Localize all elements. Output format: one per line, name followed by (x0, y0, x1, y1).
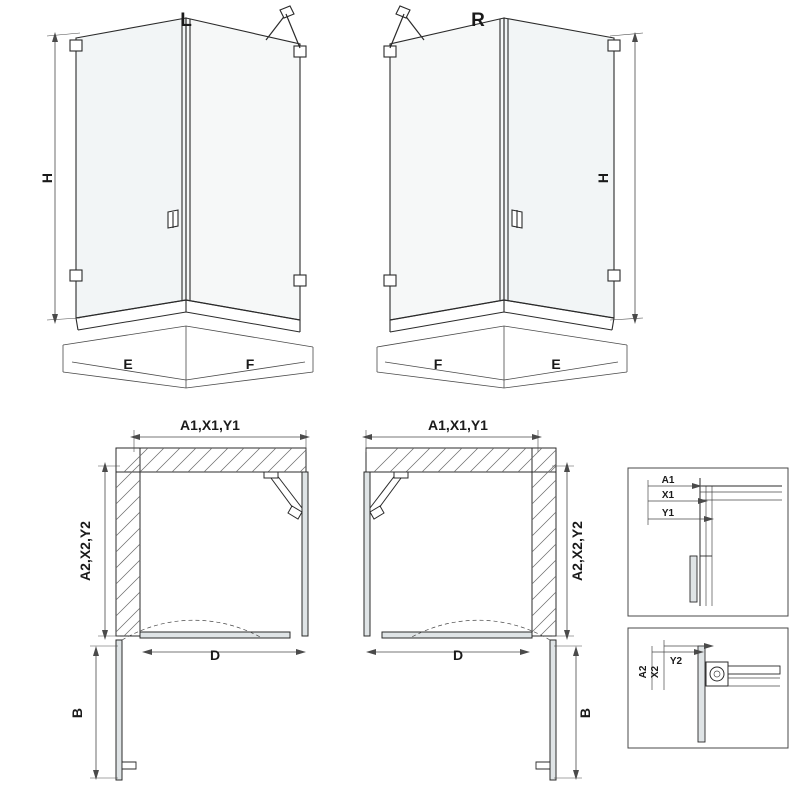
detail-top-label-x1: X1 (661, 490, 675, 501)
detail-bottom-label-a2: A2 (638, 665, 649, 679)
iso-view-right (377, 6, 643, 388)
iso-view-left (47, 6, 313, 388)
iso-right-dim-f: F (433, 356, 443, 372)
plan-view-left (90, 430, 310, 780)
iso-right-variant-label: R (471, 10, 485, 31)
detail-view-top (628, 468, 788, 616)
plan-view-right (362, 430, 582, 780)
plan-right-dim-swing: B (577, 707, 593, 719)
detail-top-label-a1: A1 (661, 475, 675, 486)
detail-bottom-label-x2: X2 (650, 665, 661, 679)
iso-left-variant-label: L (180, 10, 192, 31)
plan-left-dim-swing: B (69, 707, 85, 719)
plan-left-dim-side: A2,X2,Y2 (77, 521, 93, 581)
iso-right-dim-e: E (551, 356, 561, 372)
detail-top-label-y1: Y1 (661, 508, 675, 519)
plan-left-dim-door: D (209, 647, 221, 663)
iso-left-dim-e: E (123, 356, 133, 372)
iso-right-height-label: H (595, 172, 611, 184)
iso-left-dim-f: F (245, 356, 255, 372)
plan-left-dim-top: A1,X1,Y1 (180, 417, 240, 433)
plan-right-dim-side: A2,X2,Y2 (569, 521, 585, 581)
detail-view-bottom (628, 628, 788, 748)
detail-bottom-label-y2: Y2 (669, 656, 683, 667)
iso-left-height-label: H (39, 172, 55, 184)
plan-right-dim-door: D (452, 647, 464, 663)
plan-right-dim-top: A1,X1,Y1 (428, 417, 488, 433)
